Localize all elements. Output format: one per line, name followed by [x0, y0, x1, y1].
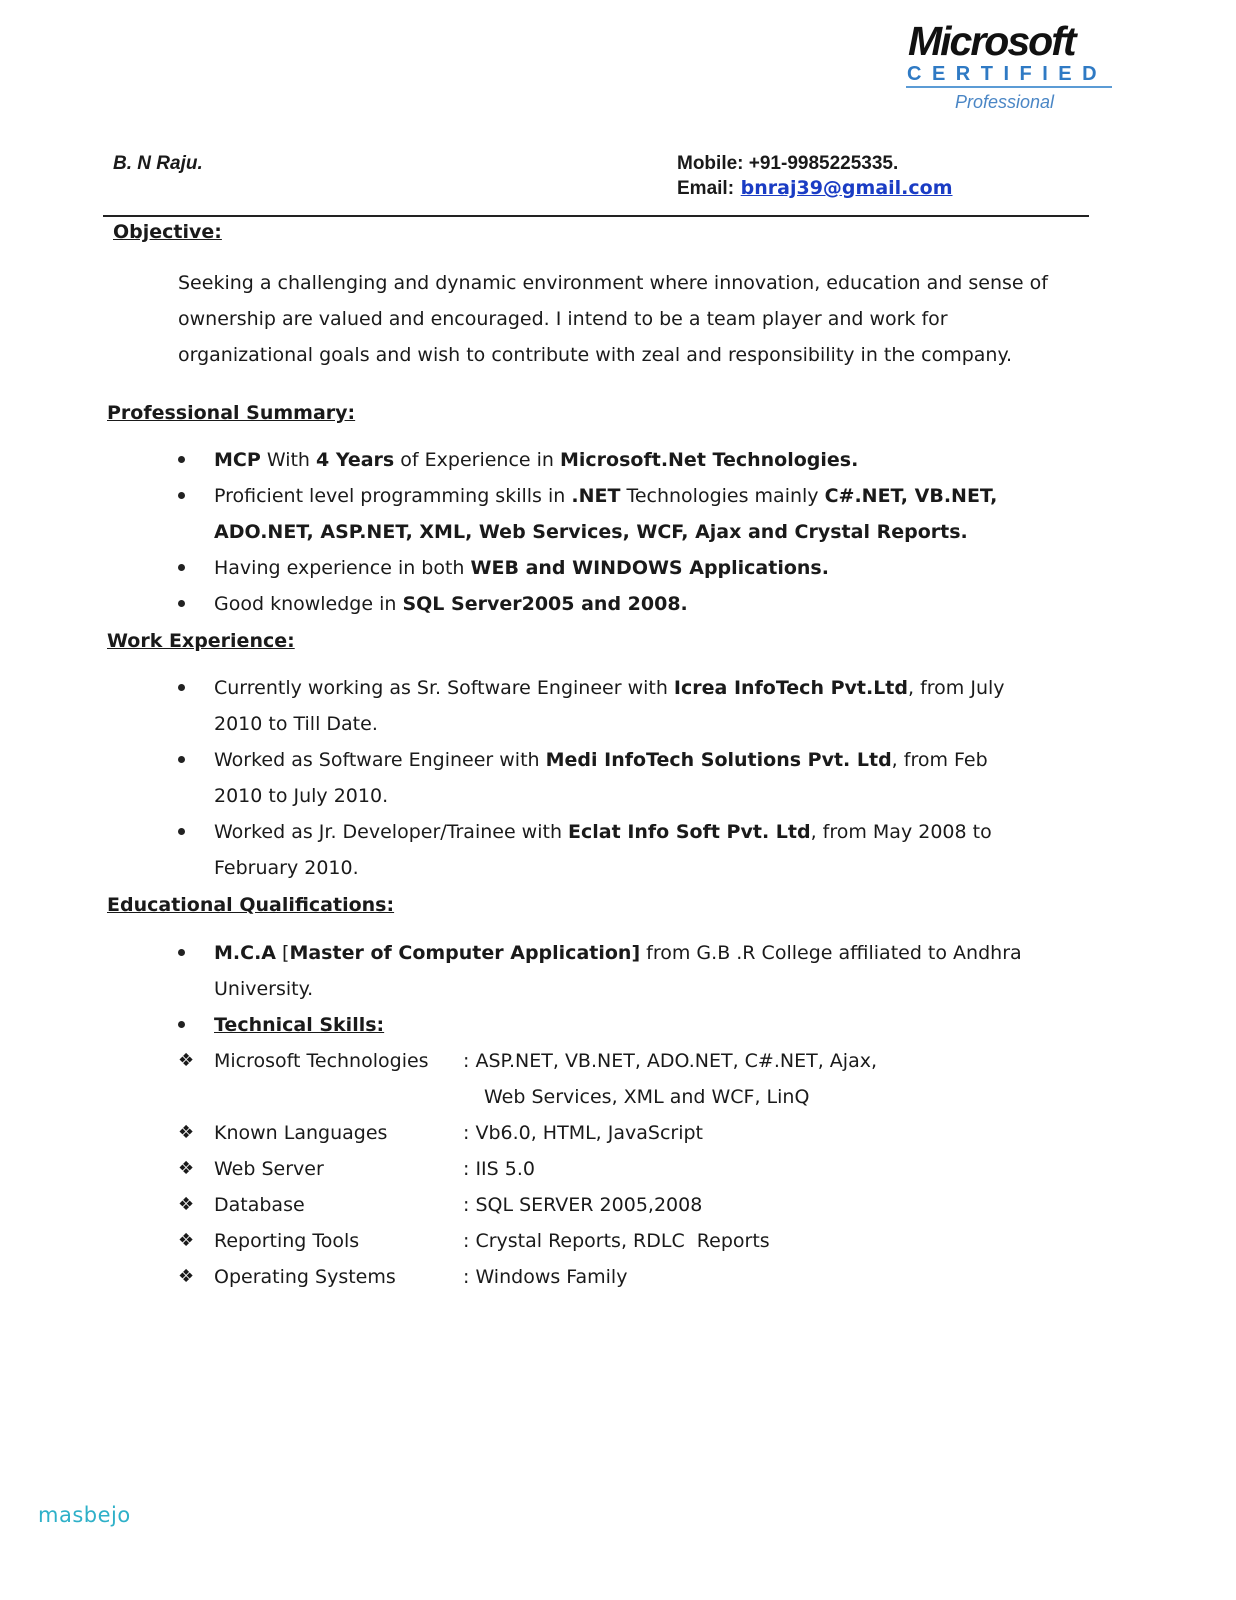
bullet-text: University. [214, 978, 314, 1000]
skill-label: Web Server [214, 1158, 324, 1180]
education-heading: Educational Qualifications: [107, 894, 395, 916]
diamond-bullet-icon: ❖ [178, 1122, 195, 1143]
diamond-bullet-icon: ❖ [178, 1050, 195, 1071]
bullet-dot [178, 600, 185, 607]
bullet-text: 2010 to July 2010. [214, 785, 389, 807]
objective-paragraph [178, 265, 1098, 373]
bullet-text: Currently working as Sr. Software Engineer with Icrea InfoTech Pvt.Ltd, from July [214, 677, 1005, 699]
bullet-text: M.C.A [Master of Computer Application] from G.B .R College affiliated to Andhra [214, 942, 1022, 964]
watermark-text: masbejo [38, 1503, 131, 1527]
work-heading: Work Experience: [107, 630, 295, 652]
bullet-dot [178, 492, 185, 499]
objective-line: Seeking a challenging and dynamic environment where innovation, education and sense of [178, 272, 1048, 294]
skill-value: : ASP.NET, VB.NET, ADO.NET, C#.NET, Ajax, [463, 1050, 878, 1072]
bullet-text: Having experience in both WEB and WINDOWS Applications. [214, 557, 829, 579]
skill-label: Known Languages [214, 1122, 388, 1144]
bullet-dot [178, 756, 185, 763]
diamond-bullet-icon: ❖ [178, 1158, 195, 1179]
email-row [677, 176, 953, 201]
objective-line: organizational goals and wish to contribute with zeal and responsibility in the company. [178, 344, 1013, 366]
bullet-text: Worked as Jr. Developer/Trainee with Eclat Info Soft Pvt. Ltd, from May 2008 to [214, 821, 992, 843]
skill-value: : Vb6.0, HTML, JavaScript [463, 1122, 703, 1144]
bullet-dot [178, 949, 185, 956]
technical-skills-heading: Technical Skills: [214, 1014, 385, 1036]
skill-value: : Windows Family [463, 1266, 628, 1288]
bullet-dot [178, 564, 185, 571]
certified-text: CERTIFIED [907, 63, 1108, 85]
bullet-dot [178, 456, 185, 463]
bullet-dot [178, 1021, 185, 1028]
bullet-dot [178, 684, 185, 691]
skill-label: Reporting Tools [214, 1230, 360, 1252]
logo-divider [906, 86, 1112, 88]
diamond-bullet-icon: ❖ [178, 1194, 195, 1215]
skill-value: : SQL SERVER 2005,2008 [463, 1194, 703, 1216]
skill-value-continued: Web Services, XML and WCF, LinQ [484, 1086, 810, 1108]
bullet-text: Good knowledge in SQL Server2005 and 2008. [214, 593, 688, 615]
mobile-number: Mobile: +91-9985225335. [677, 153, 899, 174]
bullet-text: 2010 to Till Date. [214, 713, 378, 735]
summary-heading: Professional Summary: [107, 402, 356, 424]
skill-label: Database [214, 1194, 305, 1216]
professional-text: Professional [955, 92, 1055, 112]
email-link[interactable]: bnraj39@gmail.com [740, 177, 953, 199]
header-divider [103, 215, 1089, 217]
candidate-name: B. N Raju. [113, 153, 203, 174]
email-label: Email: [677, 178, 735, 199]
objective-line: ownership are valued and encouraged. I intend to be a team player and work for [178, 308, 948, 330]
skill-value: : Crystal Reports, RDLC Reports [463, 1230, 770, 1252]
skill-label: Operating Systems [214, 1266, 396, 1288]
skill-label: Microsoft Technologies [214, 1050, 429, 1072]
objective-heading: Objective: [113, 221, 222, 243]
bullet-dot [178, 828, 185, 835]
bullet-text: MCP With 4 Years of Experience in Microsoft.Net Technologies. [214, 449, 859, 471]
bullet-text: Proficient level programming skills in .NET Technologies mainly C#.NET, VB.NET, [214, 485, 998, 507]
bullet-text: Worked as Software Engineer with Medi InfoTech Solutions Pvt. Ltd, from Feb [214, 749, 988, 771]
diamond-bullet-icon: ❖ [178, 1266, 195, 1287]
diamond-bullet-icon: ❖ [178, 1230, 195, 1251]
microsoft-logo-wordmark: Microsoft [908, 18, 1075, 64]
bullet-text: ADO.NET, ASP.NET, XML, Web Services, WCF, Ajax and Crystal Reports. [214, 521, 968, 543]
skill-value: : IIS 5.0 [463, 1158, 535, 1180]
bullet-text: February 2010. [214, 857, 359, 879]
